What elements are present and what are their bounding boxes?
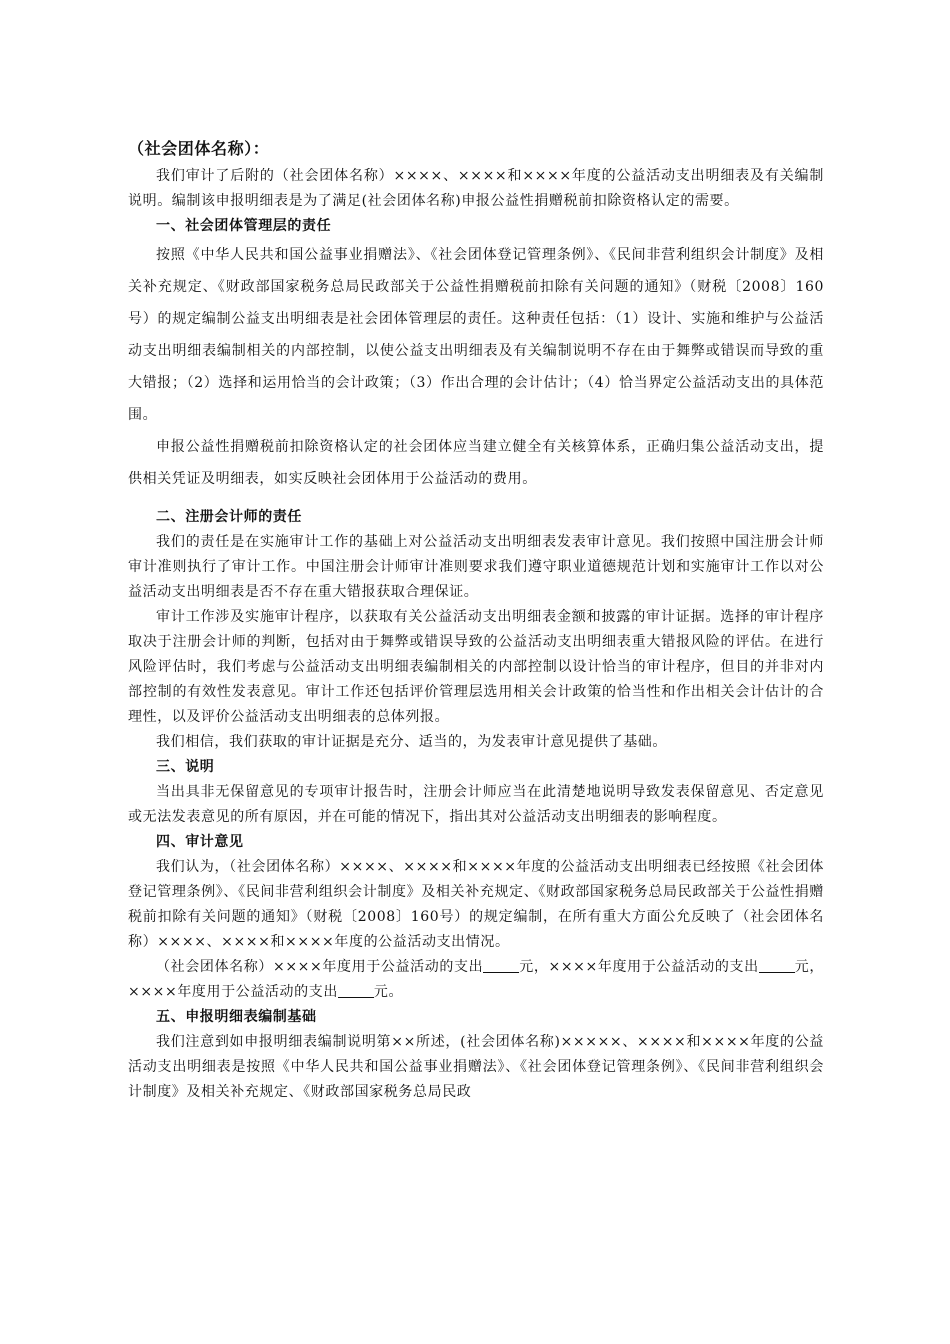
- addressee-title: （社会团体名称）：: [128, 139, 270, 158]
- amount-text-1: （社会团体名称）××××年度用于公益活动的支出: [156, 959, 484, 975]
- amount-text-4: 元。: [373, 984, 404, 1000]
- amount-text-2: 元，××××年度用于公益活动的支出: [519, 959, 759, 975]
- section-4-paragraph-1: 我们认为，（社会团体名称）××××、××××和××××年度的公益活动支出明细表已经按照《社会团体登记管理条例》、《民间非营利组织会计制度》及相关补充规定、《财政部国家税务总局民政部关于公益性捐赠税前扣除有关问题的通知》（财税〔2008〕160号）的规定编制，在所有重大方面公允反映了（社会团体名称）××××、××××和××××年度的公益活动支出情况。: [128, 859, 824, 950]
- section-4-heading: 四、审计意见: [156, 834, 244, 850]
- intro-paragraph: 我们审计了后附的（社会团体名称）××××、××××和××××年度的公益活动支出明细表及有关编制说明。编制该申报明细表是为了满足(社会团体名称)申报公益性捐赠税前扣除资格认定的需要。: [128, 168, 824, 209]
- section-3-paragraph-1: 当出具非无保留意见的专项审计报告时，注册会计师应当在此清楚地说明导致发表保留意见、否定意见或无法发表意见的所有原因，并在可能的情况下，指出其对公益活动支出明细表的影响程度。: [128, 784, 824, 825]
- section-5-paragraph-1: 我们注意到如申报明细表编制说明第××所述，(社会团体名称)×××××、××××和××××年度的公益活动支出明细表是按照《中华人民共和国公益事业捐赠法》、《社会团体登记管理条例》、《民间非营利组织会计制度》及相关补充规定、《财政部国家税务总局民政: [128, 1034, 824, 1100]
- amount-blank-3: [338, 983, 374, 998]
- section-2-heading: 二、注册会计师的责任: [156, 509, 302, 525]
- amount-blank-2: [759, 958, 795, 973]
- section-1-paragraph-2: 申报公益性捐赠税前扣除资格认定的社会团体应当建立健全有关核算体系，正确归集公益活动支出，提供相关凭证及明细表，如实反映社会团体用于公益活动的费用。: [128, 439, 824, 487]
- amount-text-3: 元，××××年度用于公益活动的支出: [128, 959, 825, 1000]
- report-page: [128, 138, 824, 1105]
- section-2-paragraph-3: 我们相信，我们获取的审计证据是充分、适当的，为发表审计意见提供了基础。: [156, 734, 667, 750]
- section-2-paragraph-2: 审计工作涉及实施审计程序，以获取有关公益活动支出明细表金额和披露的审计证据。选择的审计程序取决于注册会计师的判断，包括对由于舞弊或错误导致的公益活动支出明细表重大错报风险的评估。在进行风险评估时，我们考虑与公益活动支出明细表编制相关的内部控制以设计恰当的审计程序，但目的并非对内部控制的有效性发表意见。审计工作还包括评价管理层选用相关会计政策的恰当性和作出相关会计估计的合理性，以及评价公益活动支出明细表的总体列报。: [128, 609, 824, 725]
- section-2-paragraph-1: 我们的责任是在实施审计工作的基础上对公益活动支出明细表发表审计意见。我们按照中国注册会计师审计准则执行了审计工作。中国注册会计师审计准则要求我们遵守职业道德规范计划和实施审计工作以对公益活动支出明细表是否不存在重大错报获取合理保证。: [128, 534, 824, 600]
- section-5-heading: 五、申报明细表编制基础: [156, 1009, 317, 1025]
- section-1-heading: 一、社会团体管理层的责任: [156, 218, 332, 234]
- section-1-paragraph-1: 按照《中华人民共和国公益事业捐赠法》、《社会团体登记管理条例》、《民间非营利组织会计制度》及相关补充规定、《财政部国家税务总局民政部关于公益性捐赠税前扣除有关问题的通知》（财税〔2008〕160号）的规定编制公益支出明细表是社会团体管理层的责任。这种责任包括：（1）设计、实施和维护与公益活动支出明细表编制相关的内部控制，以使公益支出明细表及有关编制说明不存在由于舞弊或错误而导致的重大错报；（2）选择和运用恰当的会计政策；（3）作出合理的会计估计；（4）恰当界定公益活动支出的具体范围。: [128, 247, 824, 423]
- amount-blank-1: [483, 958, 519, 973]
- section-3-heading: 三、说明: [156, 759, 215, 775]
- section-4-paragraph-2: [128, 955, 824, 1005]
